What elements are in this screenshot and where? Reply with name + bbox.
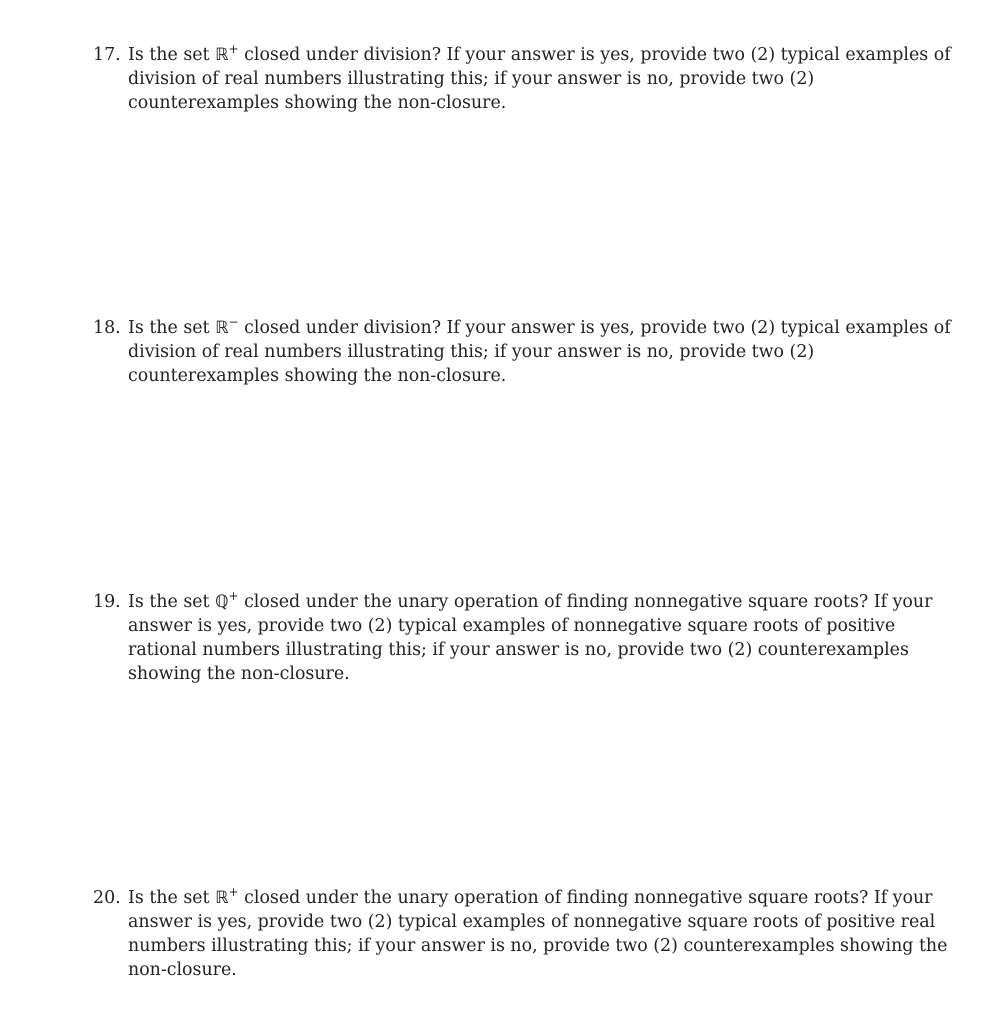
set-sign: − bbox=[228, 315, 239, 329]
problem-line-1-rest: closed under the unary operation of finding nonnegative square roots? If your bbox=[244, 592, 933, 612]
problem-line-1 bbox=[128, 590, 933, 614]
problem-text bbox=[128, 315, 951, 388]
problem-intro: Is the set bbox=[128, 45, 210, 65]
problem-line-2: answer is yes, provide two (2) typical examples of nonnegative square roots of positive bbox=[128, 616, 896, 636]
problem-line-1 bbox=[128, 315, 951, 340]
problem-line-3: numbers illustrating this; if your answer is no, provide two (2) counterexamples showing the bbox=[128, 936, 948, 956]
problem-line-2: answer is yes, provide two (2) typical examples of nonnegative square roots of positive real bbox=[128, 912, 936, 932]
problem-text bbox=[128, 885, 948, 982]
set-sign: + bbox=[228, 42, 239, 56]
problem-line-2: division of real numbers illustrating this; if your answer is no, provide two (2) bbox=[128, 69, 815, 89]
problem-number: 17. bbox=[93, 45, 121, 65]
problem-line-1-rest: closed under division? If your answer is yes, provide two (2) typical examples of bbox=[244, 45, 951, 65]
problem-number: 20. bbox=[93, 888, 121, 908]
problem-line-1 bbox=[128, 886, 933, 910]
problem-line-3: counterexamples showing the non-closure. bbox=[128, 93, 507, 113]
problem-20 bbox=[93, 885, 948, 982]
problem-text bbox=[128, 590, 933, 686]
set-symbol: ℝ bbox=[215, 45, 229, 65]
set-sign: + bbox=[228, 589, 239, 603]
problem-intro: Is the set bbox=[128, 592, 210, 612]
set-sign: + bbox=[228, 885, 239, 899]
problem-line-4: non-closure. bbox=[128, 960, 237, 980]
set-symbol: ℚ bbox=[215, 592, 229, 612]
problem-19 bbox=[93, 590, 933, 686]
problem-17 bbox=[93, 42, 951, 115]
problem-line-1-rest: closed under division? If your answer is yes, provide two (2) typical examples of bbox=[244, 318, 951, 338]
problem-text bbox=[128, 42, 951, 115]
problem-line-3: rational numbers illustrating this; if your answer is no, provide two (2) counterexamples bbox=[128, 640, 909, 660]
problem-line-4: showing the non-closure. bbox=[128, 664, 350, 684]
problem-intro: Is the set bbox=[128, 888, 210, 908]
problem-line-3: counterexamples showing the non-closure. bbox=[128, 366, 507, 386]
problem-number: 19. bbox=[93, 592, 121, 612]
set-symbol: ℝ bbox=[215, 888, 229, 908]
problem-line-1 bbox=[128, 42, 951, 67]
problem-line-2: division of real numbers illustrating this; if your answer is no, provide two (2) bbox=[128, 342, 815, 362]
problem-line-1-rest: closed under the unary operation of finding nonnegative square roots? If your bbox=[244, 888, 933, 908]
problem-intro: Is the set bbox=[128, 318, 210, 338]
problem-number: 18. bbox=[93, 318, 121, 338]
set-symbol: ℝ bbox=[215, 318, 229, 338]
problem-18 bbox=[93, 315, 951, 388]
